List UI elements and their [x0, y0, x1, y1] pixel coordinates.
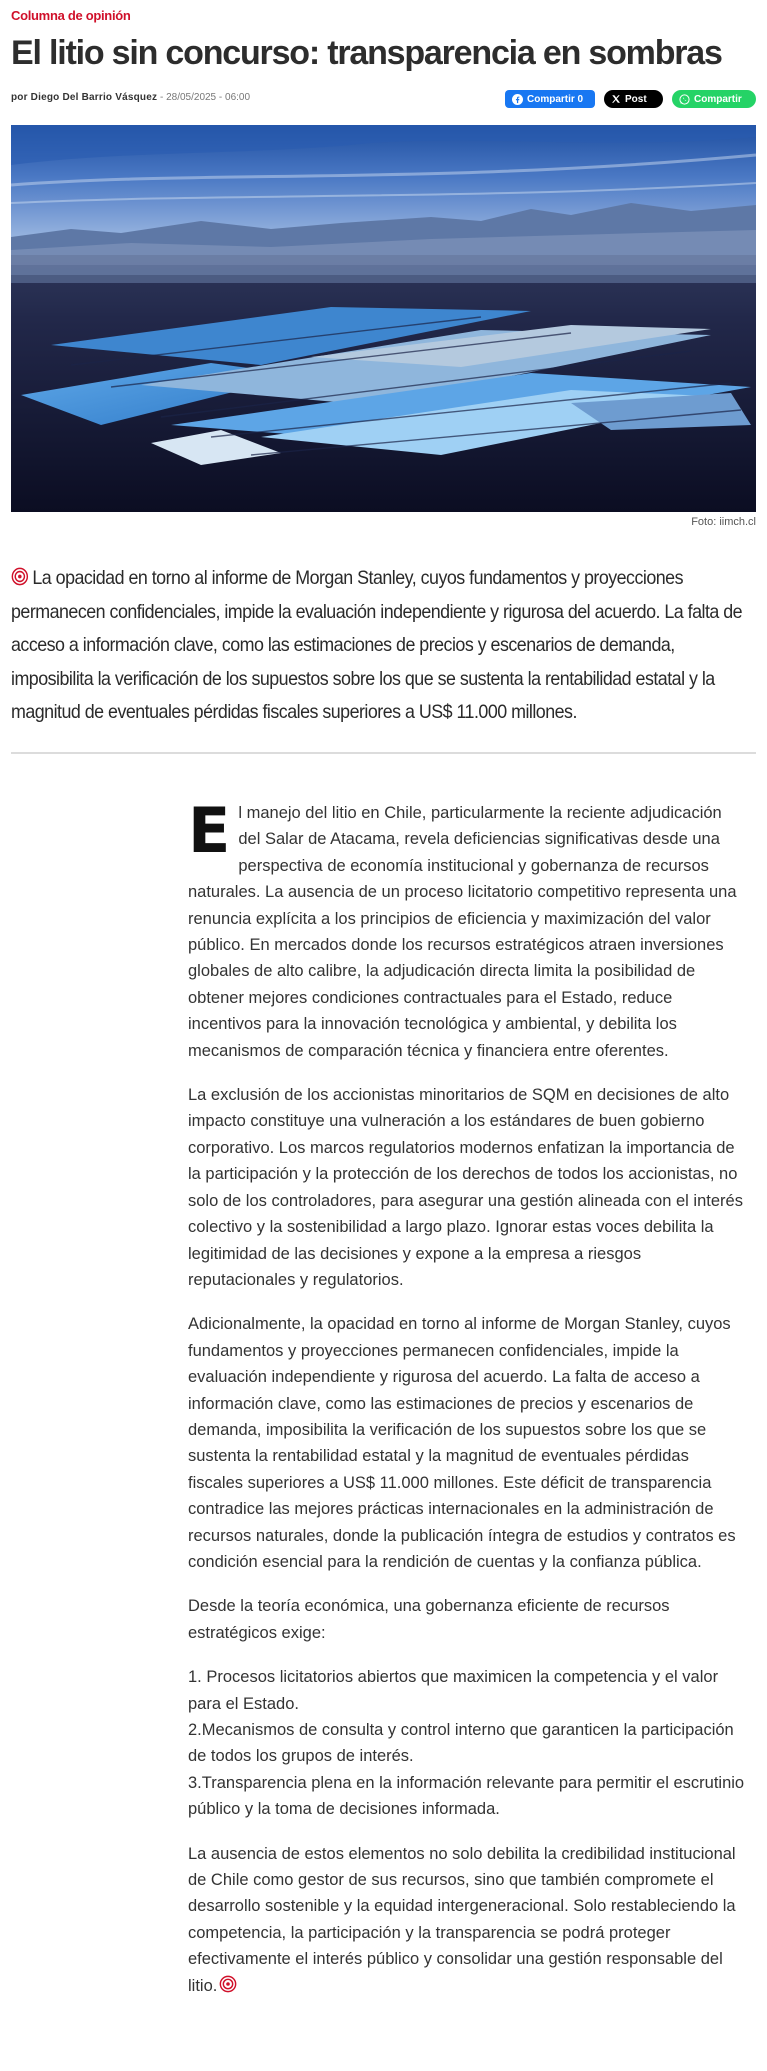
body-paragraph-4: Desde la teoría económica, una gobernanza eficiente de recursos estratégicos exige:: [188, 1597, 670, 1642]
hero-photo-salt-flats: [11, 125, 756, 512]
paragraph-text: La ausencia de estos elementos no solo debilita la credibilidad institucional de Chile como gestor de sus recursos, sino que también compromete el desarrollo sostenible y la equidad intergeneracional. Solo restableciendo la competencia, la participación y la transparencia se podrá proteger efectivamente el interés público y consolidar una gestión responsable del litio.: [188, 1844, 736, 1995]
x-logo-icon: [611, 94, 621, 104]
share-facebook-label: Compartir 0: [527, 93, 584, 105]
concentric-circle-icon: [219, 1975, 237, 1993]
photo-credit: Foto: iimch.cl: [691, 516, 756, 528]
article-body: [188, 794, 748, 2017]
list-item: 3.Transparencia plena en la información relevante para permitir el escrutinio público y la toma de decisiones informada.: [188, 1773, 745, 1819]
author-name[interactable]: por Diego Del Barrio Vásquez: [11, 92, 158, 103]
facebook-icon: [512, 94, 523, 105]
whatsapp-icon: [679, 94, 690, 105]
article-lead: [11, 562, 760, 730]
section-label[interactable]: Columna de opinión: [11, 8, 131, 23]
share-x-button[interactable]: [604, 90, 663, 108]
paragraph-text: l manejo del litio en Chile, particularmente la reciente adjudicación del Salar de Atacama, revela deficiencias significativas desde una perspectiva de economía institucional y gobernanza de recursos naturales. La ausencia de un proceso licitatorio competitivo representa una renuncia explícita a los principios de eficiencia y maximización del valor público. En mercados donde los recursos estratégicos atraen inversiones globales de alto calibre, la adjudicación directa limita la posibilidad de obtener mejores condiciones contractuales para el Estado, reduce incentivos para la innovación tecnológica y ambiental, y debilita los mecanismos de comparación técnica y financiera entre oferentes.: [188, 804, 737, 1060]
body-paragraph-2: La exclusión de los accionistas minoritarios de SQM en decisiones de alto impacto constituye una vulneración a los estándares de buen gobierno corporativo. Los marcos regulatorios modernos enfatizan la importancia de la participación y la protección de los derechos de todos los accionistas, no solo de los controladores, para asegurar una gestión alineada con el interés colectivo y la sostenibilidad a largo plazo. Ignorar estas voces debilita la legitimidad de las decisiones y expone a la empresa a riesgos reputacionales y regulatorios.: [188, 1086, 743, 1289]
body-list: [188, 1664, 748, 1822]
section-divider: [11, 752, 756, 754]
body-paragraph-3: Adicionalmente, la opacidad en torno al informe de Morgan Stanley, cuyos fundamentos y proyecciones permanecen confidenciales, impide la evaluación independiente y rigurosa del acuerdo. La falta de acceso a información clave, como las estimaciones de precios y escenarios de demanda, imposibilita la verificación de los supuestos sobre los que se sustenta la rentabilidad estatal y la magnitud de eventuales pérdidas fiscales superiores a US$ 11.000 millones. Este déficit de transparencia contradice las mejores prácticas internacionales en la administración de recursos naturales, donde la publicación íntegra de estudios y contratos es condición esencial para la rendición de cuentas y la confianza pública.: [188, 1315, 736, 1571]
body-paragraph-5: [188, 1841, 748, 1999]
share-whatsapp-label: Compartir: [694, 93, 742, 105]
concentric-circle-icon: [11, 567, 29, 586]
drop-cap: E: [188, 794, 231, 867]
share-facebook-button[interactable]: [505, 90, 595, 108]
share-x-label: Post: [625, 93, 647, 105]
share-whatsapp-button[interactable]: [672, 90, 756, 108]
article-title: El litio sin concurso: transparencia en sombras: [11, 34, 722, 72]
publish-date: - 28/05/2025 - 06:00: [157, 92, 251, 103]
lead-text: La opacidad en torno al informe de Morgan Stanley, cuyos fundamentos y proyecciones permanecen confidenciales, impide la evaluación independiente y rigurosa del acuerdo. La falta de acceso a información clave, como las estimaciones de precios y escenarios de demanda, imposibilita la verificación de los supuestos sobre los que se sustenta la rentabilidad estatal y la magnitud de eventuales pérdidas fiscales superiores a US$ 11.000 millones.: [11, 568, 743, 723]
article-byline: [11, 92, 250, 103]
list-item: 1. Procesos licitatorios abiertos que maximicen la competencia y el valor para el Estado.: [188, 1668, 719, 1713]
body-paragraph-1: [188, 794, 748, 1064]
list-item: 2.Mecanismos de consulta y control interno que garanticen la participación de todos los grupos de interés.: [188, 1721, 734, 1766]
